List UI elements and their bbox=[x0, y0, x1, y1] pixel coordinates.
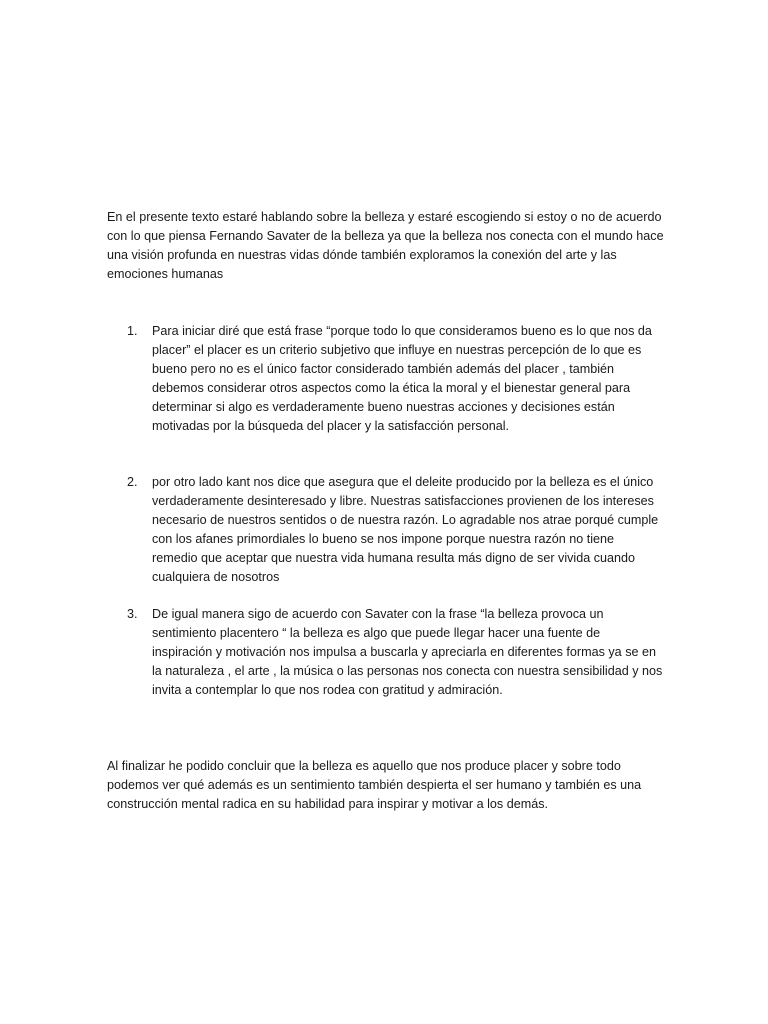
list-item-text: por otro lado kant nos dice que asegura que el deleite producido por la belleza es el único verdaderamente desinteresado y libre. Nuestras satisfacciones provienen de los intereses necesario de nuestros sentidos o de nuestra razón. Lo agradable nos atrae porqué cumple con los afanes primordiales lo bueno se nos impone porque nuestra razón no tiene remedio que aceptar que nuestra vida humana resulta más digno de ser vivida cuando cualquiera de nosotros bbox=[152, 475, 659, 584]
list-item-number: 1. bbox=[127, 324, 138, 338]
list-item bbox=[127, 322, 667, 435]
list-item-text: Para iniciar diré que está frase “porque todo lo que consideramos bueno es lo que nos da placer” el placer es un criterio subjetivo que influye en nuestras percepción de lo que es bueno pero no es el único factor considerado también además del placer , también debemos considerar otros aspectos como la ética la moral y el bienestar general para determinar si algo es verdaderamente bueno nuestras acciones y decisiones están motivadas por la búsqueda del placer y la satisfacción personal. bbox=[152, 324, 652, 433]
list-item-text: De igual manera sigo de acuerdo con Savater con la frase “la belleza provoca un sentimiento placentero “ la belleza es algo que puede llegar hacer una fuente de inspiración y motivación nos impulsa a buscarla y apreciarla en diferentes formas ya se en la naturaleza , el arte , la música o las personas nos conecta con nuestra sensibilidad y nos invita a contemplar lo que nos rodea con gratitud y admiración. bbox=[152, 607, 663, 697]
list-item bbox=[127, 473, 667, 586]
conclusion-paragraph: Al finalizar he podido concluir que la belleza es aquello que nos produce placer y sobre todo podemos ver qué además es un sentimiento también despierta el ser humano y también es una construcción mental radica en su habilidad para inspirar y motivar a los demás. bbox=[107, 759, 642, 811]
list-item bbox=[127, 605, 667, 700]
intro-paragraph: En el presente texto estaré hablando sobre la belleza y estaré escogiendo si estoy o no de acuerdo con lo que piensa Fernando Savater de la belleza ya que la belleza nos conecta con el mundo hace una visión profunda en nuestras vidas dónde también exploramos la conexión del arte y las emociones humanas bbox=[107, 210, 664, 281]
list-item-number: 2. bbox=[127, 475, 138, 489]
list-item-number: 3. bbox=[127, 607, 138, 621]
